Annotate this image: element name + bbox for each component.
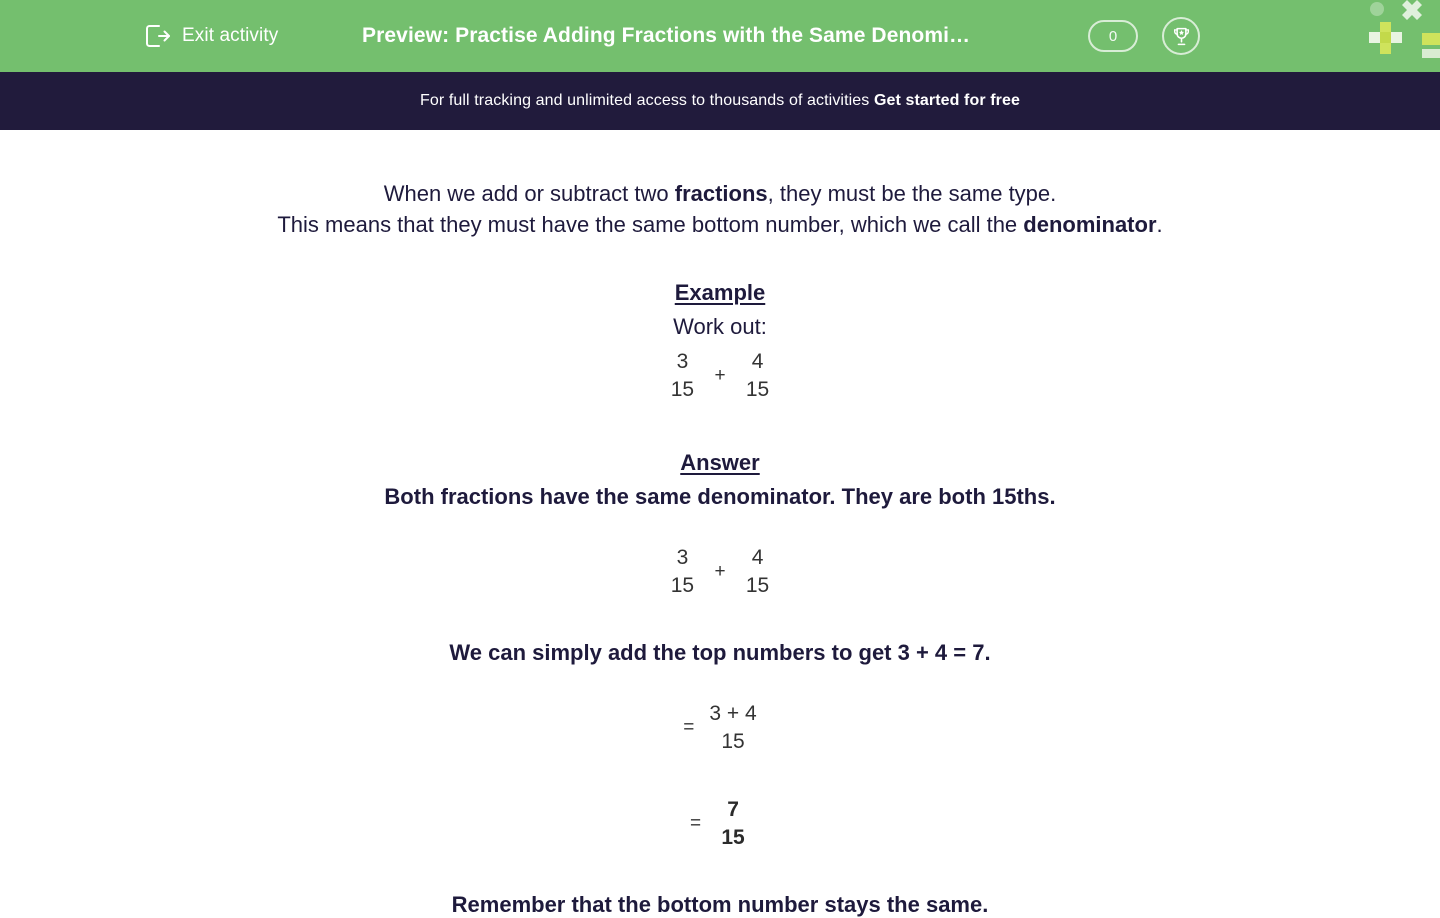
example-prompt: Work out:: [673, 314, 767, 339]
decorative-confetti-icon: [1360, 0, 1440, 58]
intro-line-1-part-a: When we add or subtract two: [383, 181, 675, 206]
promo-banner-text: [420, 92, 1020, 110]
fraction-denominator: 15: [721, 730, 745, 753]
example-heading: Example: [674, 280, 766, 305]
intro-line-2-part-a: This means that they must have the same bottom number, which we call the: [277, 212, 1024, 237]
exit-activity-button[interactable]: [145, 24, 278, 48]
fraction-numerator: 3 + 4: [709, 702, 757, 725]
fraction-final-answer: [716, 796, 750, 852]
fraction-numerator: 7: [727, 798, 739, 821]
fraction-numerator: 3: [676, 546, 689, 569]
exit-arrow-icon: [145, 24, 171, 48]
equals-sign: =: [689, 813, 702, 834]
equals-sign: =: [683, 717, 695, 738]
intro-line-1: [0, 178, 1440, 209]
score-badge[interactable]: [1088, 20, 1138, 52]
fraction-denominator: 15: [745, 574, 770, 597]
intro-line-1-part-c: , they must be the same type.: [767, 181, 1057, 206]
activity-title: Preview: Practise Adding Fractions with the Same Denomi…: [362, 24, 971, 47]
fraction-numerator: 3: [676, 350, 689, 373]
trophy-icon: [1171, 26, 1192, 47]
plus-operator: +: [714, 561, 726, 582]
get-started-link[interactable]: Get started for free: [873, 92, 1020, 109]
trophy-button[interactable]: [1162, 17, 1200, 55]
answer-expression: [0, 544, 1440, 600]
fraction-denominator: 15: [670, 378, 695, 401]
promo-banner: [0, 72, 1440, 130]
fraction-denominator: 15: [721, 826, 745, 849]
app-header: [0, 0, 1440, 72]
fraction-right: [741, 544, 775, 600]
intro-line-2-bold: denominator: [1023, 212, 1157, 237]
fraction-numerator: 4: [751, 546, 764, 569]
remember-text: Remember that the bottom number stays the same.: [451, 892, 989, 917]
fraction-denominator: 15: [745, 378, 770, 401]
example-expression: [0, 348, 1440, 404]
add-tops-text: We can simply add the top numbers to get 3 + 4 = 7.: [449, 640, 991, 665]
fraction-right: [741, 348, 775, 404]
exit-activity-label: Exit activity: [182, 25, 279, 46]
answer-step-1: [0, 700, 1440, 756]
fraction-left: [665, 348, 699, 404]
score-value: 0: [1108, 27, 1118, 45]
answer-heading: Answer: [680, 450, 760, 475]
answer-step-2: [0, 796, 1440, 852]
intro-line-2-part-c: .: [1156, 212, 1163, 237]
fraction-numerator: 4: [751, 350, 764, 373]
promo-message: For full tracking and unlimited access to thousands of activities: [420, 92, 874, 109]
plus-operator: +: [714, 365, 726, 386]
header-actions: [1088, 0, 1200, 72]
lesson-content: [0, 130, 1440, 918]
fraction-denominator: 15: [670, 574, 695, 597]
intro-line-1-bold: fractions: [674, 181, 768, 206]
fraction-result: [709, 700, 756, 756]
intro-line-2: [0, 209, 1440, 240]
answer-statement: Both fractions have the same denominator. They are both 15ths.: [384, 484, 1056, 509]
fraction-left: [665, 544, 699, 600]
